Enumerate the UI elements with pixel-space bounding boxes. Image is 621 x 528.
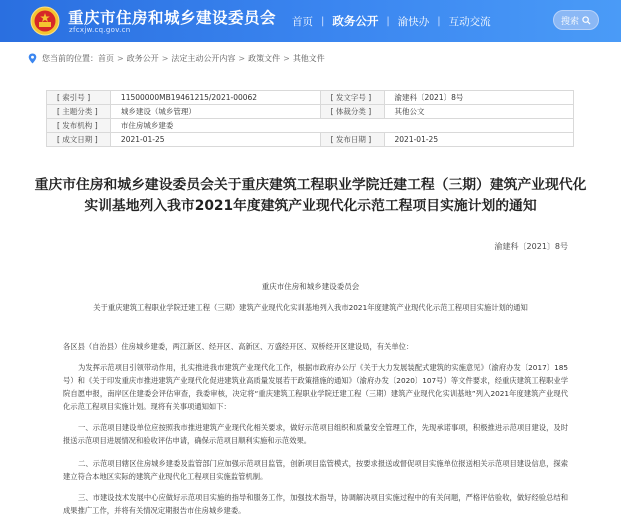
document-number: 渝建科〔2021〕8号 bbox=[494, 242, 568, 251]
org-label: [ 发布机构 ] bbox=[47, 119, 111, 133]
site-url: zfcxjw.cq.gov.cn bbox=[69, 26, 131, 34]
index-value: 11500000MB19461215/2021-00062 bbox=[110, 91, 320, 105]
breadcrumb-home[interactable]: 首页 bbox=[98, 54, 114, 63]
nav-divider: | bbox=[321, 15, 325, 27]
document-meta-table bbox=[46, 90, 574, 147]
created-value: 2021-01-25 bbox=[110, 133, 320, 147]
created-label: [ 成文日期 ] bbox=[47, 133, 111, 147]
document-title: 重庆市住房和城乡建设委员会关于重庆建筑工程职业学院迁建工程（三期）建筑产业现代化实训基地列入我市2021年度建筑产业现代化示范工程项目实施计划的通知 bbox=[34, 177, 587, 214]
subject-label: [ 主题分类 ] bbox=[47, 105, 111, 119]
document-issuer: 重庆市住房和城乡建设委员会 bbox=[261, 282, 360, 291]
breadcrumb-separator: > bbox=[161, 54, 169, 63]
table-row bbox=[47, 119, 574, 133]
nav-home[interactable]: 首页 bbox=[292, 15, 313, 28]
table-row bbox=[47, 91, 574, 105]
nav-interaction[interactable]: 互动交流 bbox=[448, 15, 491, 28]
nav-divider: | bbox=[386, 15, 390, 27]
index-label: [ 索引号 ] bbox=[47, 91, 111, 105]
docno-value: 渝建科〔2021〕8号 bbox=[384, 91, 573, 105]
search-icon bbox=[582, 16, 591, 25]
body-paragraph-1: 为发挥示范项目引领带动作用，扎实推进我市建筑产业现代化工作，根据市政府办公厅《关于大力发展装配式建筑的实施意见》（渝府办发〔2017〕185号）和《关于印发重庆市推进建筑产业现代化促进建筑业高质量发展若干政策措施的通知》（渝府办发〔2020〕107号）等文件要求，经重庆建筑工程职业学院自愿申报，南岸区住建委会评估审查，我委审核，决定将“重庆建筑工程职业学院迁建工程（三期）建筑产业现代化实训基地”列入2021年度建筑产业现代化示范工程项目实施计划。现将有关事项通知如下： bbox=[63, 363, 568, 411]
style-label: [ 体裁分类 ] bbox=[320, 105, 384, 119]
site-title[interactable]: 重庆市住房和城乡建设委员会 bbox=[68, 9, 277, 27]
search-button[interactable] bbox=[553, 10, 599, 30]
published-value: 2021-01-25 bbox=[384, 133, 573, 147]
nav-gov-affairs[interactable]: 政务公开 bbox=[332, 14, 379, 28]
main-nav bbox=[292, 13, 491, 29]
subject-value: 城乡建设（城乡管理） bbox=[110, 105, 320, 119]
body-paragraph-4: 三、市建设技术发展中心应做好示范项目实施的指导和服务工作，加强技术指导，协调解决项目实施过程中的有关问题，严格评估验收，做好经验总结和成果推广工作，并将有关情况定期报告市住房城乡建委。 bbox=[63, 493, 568, 515]
table-row bbox=[47, 105, 574, 119]
breadcrumb-separator: > bbox=[283, 54, 290, 63]
nav-divider: | bbox=[437, 15, 441, 27]
docno-label: [ 发文字号 ] bbox=[320, 91, 384, 105]
salutation: 各区县（自治县）住房城乡建委，两江新区、经开区、高新区、万盛经开区、双桥经开区建设局，有关单位： bbox=[63, 342, 414, 351]
site-header bbox=[0, 0, 621, 42]
style-value: 其他公文 bbox=[384, 105, 573, 119]
org-value: 市住房城乡建委 bbox=[110, 119, 573, 133]
location-pin-icon bbox=[28, 53, 37, 64]
breadcrumb-policy-docs[interactable]: 政策文件 bbox=[248, 54, 281, 63]
emblem-icon[interactable] bbox=[30, 6, 60, 36]
document-subtitle: 关于重庆建筑工程职业学院迁建工程（三期）建筑产业现代化实训基地列入我市2021年度建筑产业现代化示范工程项目实施计划的通知 bbox=[93, 303, 528, 312]
nav-yukuaiban[interactable]: 渝快办 bbox=[397, 15, 430, 28]
breadcrumb-separator: > bbox=[238, 54, 246, 63]
breadcrumb bbox=[28, 53, 325, 64]
body-paragraph-3: 二、示范项目辖区住房城乡建委及监管部门应加强示范项目监管，创新项目监管模式，按要求报送或督促项目实施单位报送相关示范项目建设信息，探索建立符合本地区实际的建筑产业现代化工程项目实施监管机制。 bbox=[63, 459, 568, 481]
breadcrumb-prefix: 您当前的位置： bbox=[42, 54, 98, 63]
breadcrumb-gov-affairs[interactable]: 政务公开 bbox=[126, 54, 159, 63]
body-paragraph-2: 一、示范项目建设单位应按照我市推进建筑产业现代化相关要求，做好示范项目组织和质量安全管理工作，先现承诺事项，积极推进示范项目建设，及时报送示范项目进展情况和验收评估申请，确保示范项目顺利实施和示范效果。 bbox=[63, 423, 568, 445]
published-label: [ 发布日期 ] bbox=[320, 133, 384, 147]
table-row bbox=[47, 133, 574, 147]
breadcrumb-separator: > bbox=[117, 54, 124, 63]
breadcrumb-statutory[interactable]: 法定主动公开内容 bbox=[171, 54, 236, 63]
breadcrumb-other-docs[interactable]: 其他文件 bbox=[292, 54, 325, 63]
search-label: 搜索 bbox=[560, 16, 579, 27]
